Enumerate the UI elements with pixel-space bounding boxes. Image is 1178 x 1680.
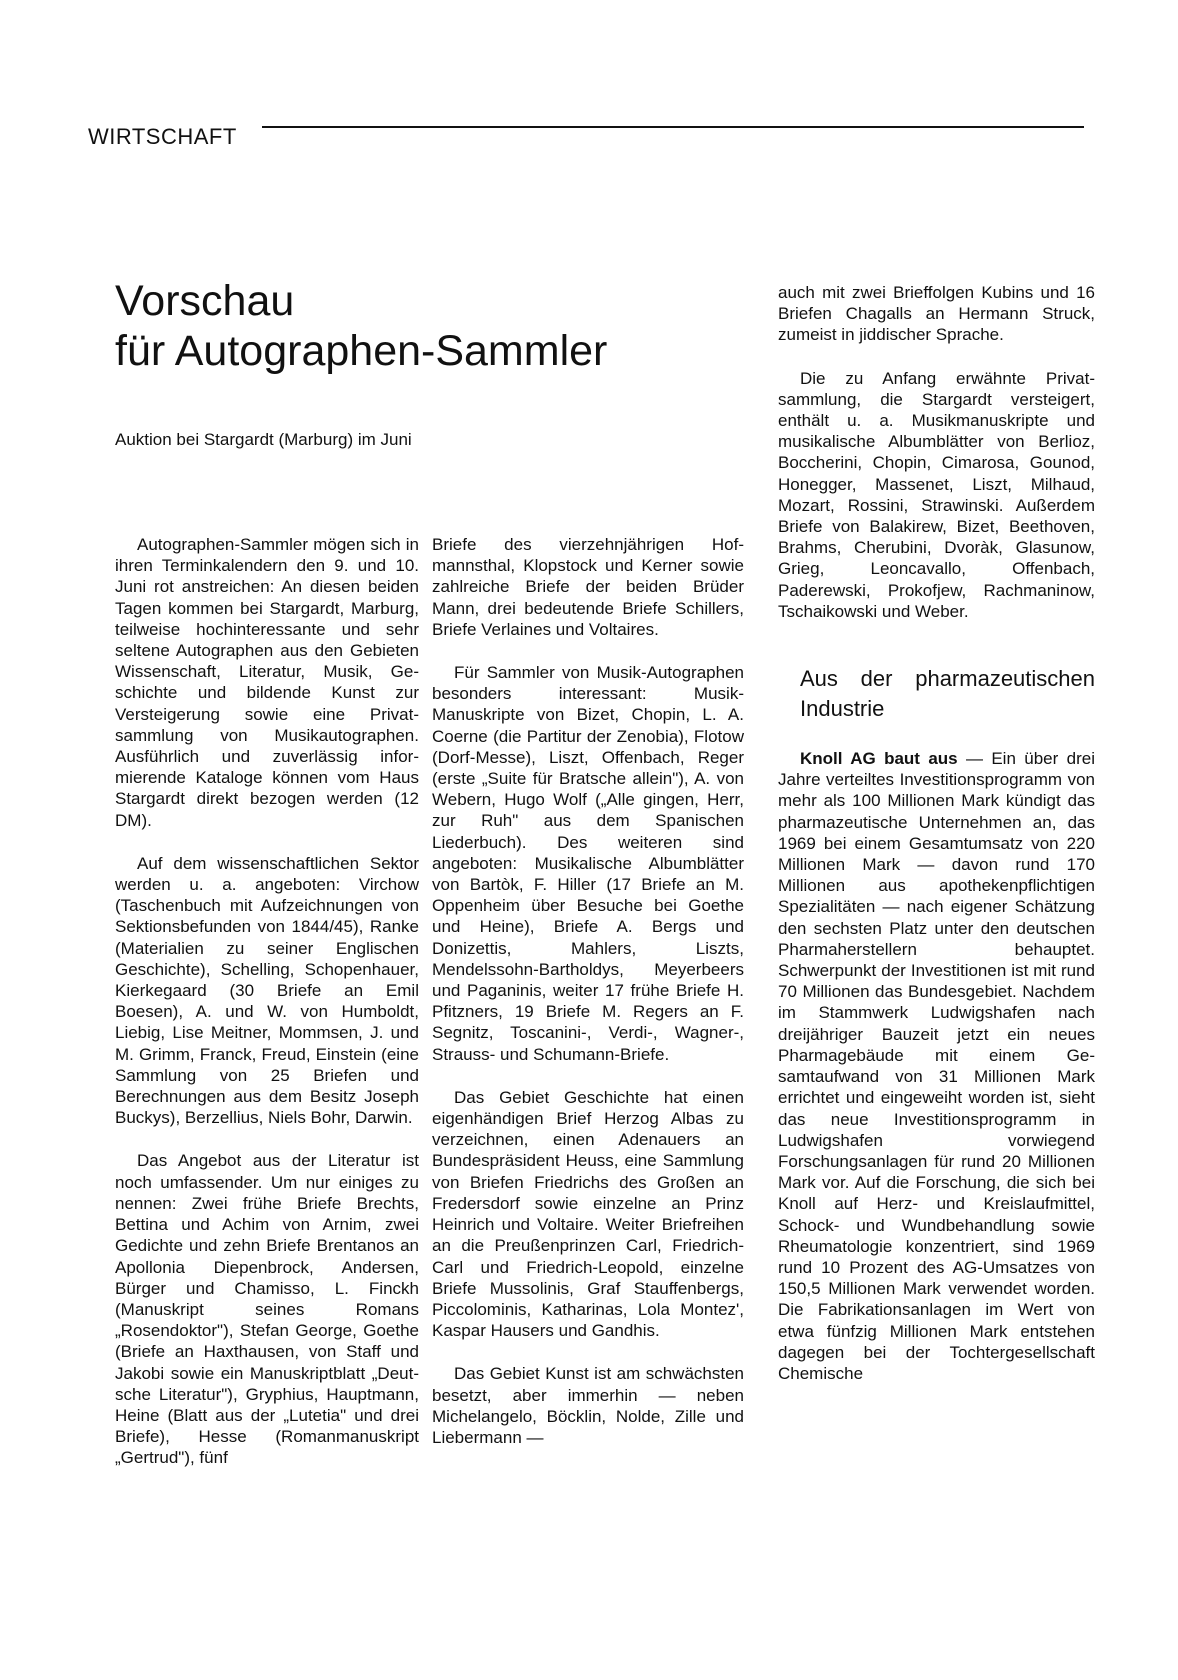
section-label: WIRTSCHAFT bbox=[88, 124, 237, 149]
paragraph: Auf dem wissenschaftlichen Sektor werden u. a. angeboten: Virchow (Taschenbuch mit Aufzeichnungen von Sektionsbefunden von 1844/45), Ranke (Materialien zu seiner Englischen Geschichte), Schelling, Schopenhauer, Kierkegaard (30 Briefe an Emil Boesen), A. und W. von Humboldt, Liebig, Lise Meitner, Mommsen, J. und M. Grimm, Franck, Freud, Einstein (eine Sammlung von 25 Briefen und Berechnungen aus dem Besitz Joseph Buckys), Berzellius, Niels Bohr, Darwin. bbox=[115, 853, 419, 1128]
paragraph: Für Sammler von Musik-Autographen besonders interessant: Musik-Manuskripte von Bizet, Chopin, L. A. Coerne (die Partitur der Zenobia), Flotow (Dorf-Messe), Liszt, Offenbach, Reger (erste „Suite für Bratsche allein"), A. von Webern, Hugo Wolf („Alle gingen, Herr, zur Ruh" aus dem Spanischen Liederbuch). Des weiteren sind angeboten: Musikalische Albumblätter von Bartòk, F. Hiller (17 Briefe an M. Oppenheim über Besuche bei Goethe und Heine), Briefe A. Bergs und Donizettis, Mahlers, Liszts, Mendelssohn-Bartholdys, Meyerbeers und Paganinis, weiter 17 frühe Briefe H. Pfitzners, 19 Briefe M. Regers an F. Segnitz, Toscanini-, Verdi-, Wagner-, Strauss- und Schumann-Briefe. bbox=[432, 663, 744, 1064]
paragraph: Die zu Anfang erwähnte Privatsammlung, die Stargardt versteigert, enthält u. a. Musikmanuskripte und musikalische Albumblätter von Berlioz, Boccherini, Chopin, Cimarosa, Gounod, Honegger, Massenet, Liszt, Milhaud, Mozart, Rossini, Strawinski. Außerdem Briefe von Balakirew, Bizet, Beethoven, Brahms, Cherubini, Dvoràk, Glasunow, Grieg, Leoncavallo, Offenbach, Paderewski, Prokofjew, Rachmaninow, Tschaikowski und Weber. bbox=[778, 368, 1095, 621]
subheading: Aus der pharmazeutischen Industrie bbox=[800, 666, 1095, 722]
title-line-2: für Autographen-Sammler bbox=[115, 327, 608, 375]
paragraph: Das Angebot aus der Literatur ist noch umfassender. Um nur einiges zu nennen: Zwei frühe Briefe Brechts, Bettina und Achim von Arnim, zwei Gedichte und zehn Briefe Brentanos an Apollonia Diepenbrock, Andersen, Bürger und Chamisso, L. Finckh (Manuskript seines Romans „Rosendoktor"), Stefan George, Goethe (Briefe an Haxthausen, von Staff und Jakobi sowie ein Manuskriptblatt „Deutsche Literatur"), Gryphius, Hauptmann, Heine (Blatt aus der „Lutetia" und drei Briefe), Hesse (Romanmanuskript „Gertrud"), fünf bbox=[115, 1151, 419, 1468]
section-rule bbox=[262, 126, 1084, 128]
paragraph: Briefe des vierzehnjährigen Hofmannsthal, Klopstock und Kerner sowie zahlreiche Briefe der beiden Brüder Mann, drei bedeutende Briefe Schillers, Briefe Verlaines und Voltaires. bbox=[432, 535, 744, 639]
paragraph: auch mit zwei Brieffolgen Kubins und 16 Briefen Chagalls an Hermann Struck, zumeist in jiddischer Sprache. bbox=[778, 283, 1095, 345]
text-column-1 bbox=[115, 534, 419, 1491]
paragraph bbox=[778, 748, 1095, 1384]
article-title bbox=[115, 276, 755, 376]
article-subtitle: Auktion bei Stargardt (Marburg) im Juni bbox=[115, 430, 412, 449]
text-column-2 bbox=[432, 534, 744, 1470]
paragraph: Autographen-Sammler mögen sich in ihren Terminkalendern den 9. und 10. Juni rot anstreichen: An diesen beiden Tagen kommen bei Stargardt, Marburg, teilweise hochinteressante und sehr seltene Autographen aus den Gebieten Wissenschaft, Literatur, Musik, Geschichte und bildende Kunst zur Versteigerung sowie eine Privatsammlung von Musikautographen. Ausführlich und zuverlässig informierende Kataloge können vom Haus Stargardt direkt bezogen werden (12 DM). bbox=[115, 535, 419, 830]
paragraph-body: — Ein über drei Jahre verteiltes Investitionsprogramm von mehr als 100 Millionen Mark kündigt das pharmazeutische Unternehmen an, das 1969 bei einem Gesamtumsatz von 220 Millionen Mark — davon rund 170 Millionen aus apothekenpflichtigen Spezialitäten — nach eigener Schätzung den sechsten Platz unter den deutschen Pharmaherstellern behauptet. Schwerpunkt der Investitionen ist mit rund 70 Millionen das Bundesgebiet. Nachdem im Stammwerk Ludwigshafen nach dreijähriger Bauzeit jetzt ein neues Pharmagebäude mit einem Gesamtaufwand von 31 Millionen Mark errichtet und eingeweiht worden ist, sieht das neue Investitionsprogramm in Ludwigshafen vorwiegend Forschungsanlagen für rund 20 Millionen Mark vor. Auf die Forschung, die sich bei Knoll auf Herz- und Kreislaufmittel, Schock- und Wundbehandlung sowie Rheumatologie konzentriert, sind 1969 rund 10 Prozent des AG-Umsatzes von 150,5 Millionen Mark verwendet worden. Die Fabrikationsanlagen im Wert von etwa fünfzig Millionen Mark entstehen dagegen bei der Tochtergesellschaft Chemische bbox=[778, 749, 1095, 1383]
text-column-3 bbox=[778, 282, 1095, 1406]
paragraph: Das Gebiet Geschichte hat einen eigenhändigen Brief Herzog Albas zu verzeichnen, einen Adenauers an Bundespräsident Heuss, eine Sammlung von Briefen Friedrichs des Großen an Fredersdorf sowie einzelne an Prinz Heinrich und Voltaire. Weiter Briefreihen an die Preußenprinzen Carl, Friedrich-Carl und Friedrich-Leopold, einzelne Briefe Mussolinis, Graf Stauffenbergs, Piccolominis, Katharinas, Lola Montez', Kaspar Hausers und Gandhis. bbox=[432, 1087, 744, 1341]
title-line-1: Vorschau bbox=[115, 277, 295, 325]
lead-in: Knoll AG baut aus bbox=[800, 749, 958, 769]
paragraph: Das Gebiet Kunst ist am schwächsten besetzt, aber immerhin — neben Michelangelo, Böcklin, Nolde, Zille und Liebermann — bbox=[432, 1364, 744, 1447]
